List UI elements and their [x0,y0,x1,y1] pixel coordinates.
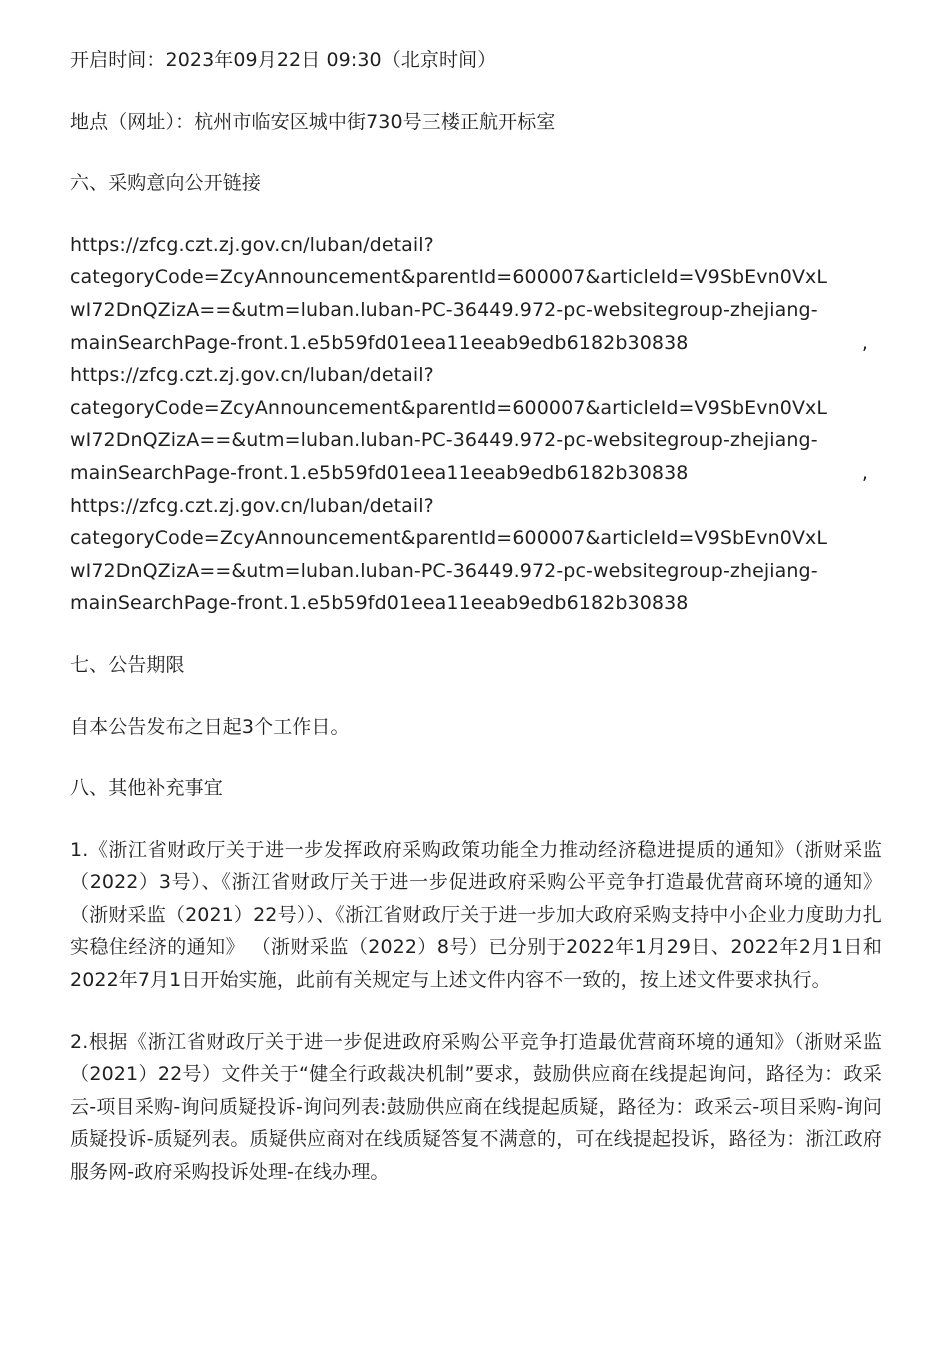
intent-link-2-line-4[interactable]: mainSearchPage-front.1.e5b59fd01eea11eeab9edb6182b30838 [70,461,689,484]
intent-link-1-line-3[interactable]: wI72DnQZizA==&utm=luban.luban-PC-36449.972-pc-websitegroup-zhejiang- [70,298,818,321]
intent-link-1-last-line[interactable] [70,327,882,360]
section-8-heading: 八、其他补充事宜 [70,777,223,800]
intent-link-2-line-1[interactable]: https://zfcg.czt.zj.gov.cn/luban/detail? [70,364,434,387]
section-6-heading: 六、采购意向公开链接 [70,172,262,195]
opening-location: 地点（网址）：杭州市临安区城中街730号三楼正航开标室 [70,110,556,133]
intent-link-3-line-4[interactable]: mainSearchPage-front.1.e5b59fd01eea11eeab9edb6182b30838 [70,592,689,615]
announcement-period: 自本公告发布之日起3个工作日。 [70,715,350,738]
intent-link-3-line-1[interactable]: https://zfcg.czt.zj.gov.cn/luban/detail? [70,494,434,517]
intent-link-1-line-4[interactable]: mainSearchPage-front.1.e5b59fd01eea11eeab9edb6182b30838 [70,331,689,354]
intent-link-3-line-3[interactable]: wI72DnQZizA==&utm=luban.luban-PC-36449.972-pc-websitegroup-zhejiang- [70,559,818,582]
opening-time: 开启时间：2023年09月22日 09:30（北京时间） [70,49,497,71]
supplement-item-2: 2.根据《浙江省财政厅关于进一步促进政府采购公平竞争打造最优营商环境的通知》（浙财采监（2021）22号）文件关于“健全行政裁决机制”要求，鼓励供应商在线提起询问，路径为：政采云-项目采购-询问质疑投诉-询问列表:鼓励供应商在线提起质疑，路径为：政采云-项目采购-询问质疑投诉-质疑列表。质疑供应商对在线质疑答复不满意的，可在线提起投诉，路径为：浙江政府服务网-政府采购投诉处理-在线办理。 [70,1030,882,1184]
section-7-heading: 七、公告期限 [70,653,185,676]
document-page [70,44,882,1218]
intent-link-1-line-1[interactable]: https://zfcg.czt.zj.gov.cn/luban/detail? [70,233,434,256]
intent-link-2-line-3[interactable]: wI72DnQZizA==&utm=luban.luban-PC-36449.972-pc-websitegroup-zhejiang- [70,429,818,452]
intent-link-1-line-2[interactable]: categoryCode=ZcyAnnouncement&parentId=600007&articleId=V9SbEvn0VxL [70,266,828,289]
intent-link-2-line-2[interactable]: categoryCode=ZcyAnnouncement&parentId=600007&articleId=V9SbEvn0VxL [70,396,828,419]
supplement-item-1: 1.《浙江省财政厅关于进一步发挥政府采购政策功能全力推动经济稳进提质的通知》（浙财采监（2022）3号）、《浙江省财政厅关于进一步促进政府采购公平竞争打造最优营商环境的通知》（浙财采监（2021）22号））、《浙江省财政厅关于进一步加大政府采购支持中小企业力度助力扎实稳住经济的通知》 （浙财采监（2022）8号）已分别于2022年1月29日、2022年2月1日和2022年7月1日开始实施，此前有关规定与上述文件内容不一致的，按上述文件要求执行。 [70,838,882,992]
procurement-intent-links [70,229,882,620]
intent-link-2-last-line[interactable] [70,457,882,490]
intent-link-3-line-2[interactable]: categoryCode=ZcyAnnouncement&parentId=600007&articleId=V9SbEvn0VxL [70,527,828,550]
link-separator: , [861,461,868,484]
link-separator: , [861,331,868,354]
